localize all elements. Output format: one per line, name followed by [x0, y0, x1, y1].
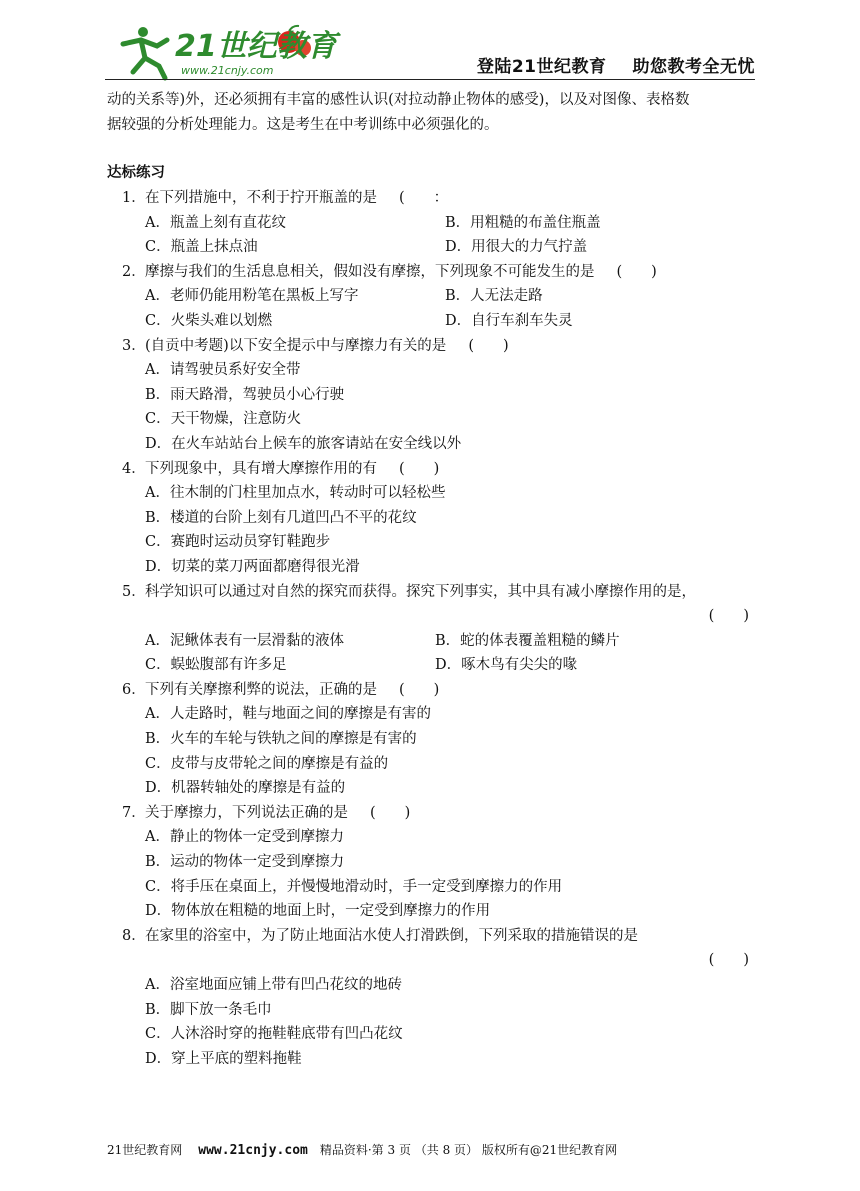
running-person-icon — [123, 27, 167, 78]
answer-paren: ( ) — [370, 804, 411, 821]
question-number: 5． — [122, 583, 146, 600]
question-number: 6． — [122, 681, 146, 698]
option-c: C．瓶盖上抹点油 — [145, 239, 258, 256]
option-d: D．切菜的菜刀两面都磨得很光滑 — [145, 558, 360, 575]
option-a: A．人走路时，鞋与地面之间的摩擦是有害的 — [145, 706, 431, 723]
header-slogan — [477, 52, 755, 77]
option-c: C．火柴头难以划燃 — [145, 312, 273, 329]
question-stem: 下列现象中，具有增大摩擦作用的有 — [145, 460, 377, 477]
question-number: 7． — [122, 804, 146, 821]
option-d: D．穿上平底的塑料拖鞋 — [145, 1050, 302, 1067]
question-4 — [107, 457, 757, 580]
question-stem: 关于摩擦力，下列说法正确的是 — [145, 804, 348, 821]
header-divider — [105, 79, 755, 80]
option-a: A．往木制的门柱里加点水，转动时可以轻松些 — [145, 485, 446, 502]
answer-paren: ( ) — [708, 608, 749, 625]
question-number: 2． — [122, 263, 146, 280]
option-b: B．运动的物体一定受到摩擦力 — [145, 854, 345, 871]
question-5 — [107, 580, 757, 678]
answer-paren: ( ) — [616, 263, 657, 280]
question-stem: 在家里的浴室中，为了防止地面沾水使人打滑跌倒，下列采取的措施错误的是 — [145, 927, 638, 944]
option-d: D．啄木鸟有尖尖的喙 — [435, 657, 578, 674]
option-c: C．蜈蚣腹部有许多足 — [145, 657, 287, 674]
answer-paren: ( ) — [708, 952, 749, 969]
slogan-left: 登陆21世纪教育 — [476, 57, 607, 77]
option-d: D．用很大的力气拧盖 — [445, 239, 588, 256]
option-c: C．天干物燥，注意防火 — [145, 411, 302, 428]
option-a: A．泥鳅体表有一层滑黏的液体 — [145, 632, 344, 649]
option-a: A．浴室地面应铺上带有凹凸花纹的地砖 — [145, 977, 402, 993]
section-title: 达标练习 — [107, 165, 165, 181]
question-6 — [107, 678, 757, 801]
svg-text:www.21cnjy.com: www.21cnjy.com — [181, 64, 274, 77]
question-number: 4． — [122, 460, 146, 477]
option-c: C．将手压在桌面上，并慢慢地滑动时，手一定受到摩擦力的作用 — [145, 878, 563, 895]
answer-paren: ( ) — [399, 460, 440, 477]
question-stem: 在下列措施中，不利于拧开瓶盖的是 — [145, 190, 377, 206]
footer-page-info: 精品资料·第 3 页 （共 8 页） 版权所有@21世纪教育网 — [319, 1143, 618, 1157]
page-footer — [107, 1141, 617, 1158]
footer-site-link[interactable]: www.21cnjy.com — [198, 1143, 308, 1158]
question-number: 1． — [122, 190, 146, 206]
slogan-right: 助您教考全无忧 — [632, 57, 755, 77]
option-a: A．请驾驶员系好安全带 — [145, 362, 301, 379]
option-d: D．自行车刹车失灵 — [445, 312, 573, 329]
option-d: D．物体放在粗糙的地面上时，一定受到摩擦力的作用 — [145, 903, 491, 920]
question-stem: (自贡中考题)以下安全提示中与摩擦力有关的是 — [145, 337, 447, 354]
question-1 — [107, 186, 757, 260]
answer-paren: ( ) — [468, 337, 509, 354]
option-b: B．人无法走路 — [445, 288, 543, 305]
option-a: A．老师仍能用粉笔在黑板上写字 — [145, 288, 359, 305]
question-stem: 科学知识可以通过对自然的探究而获得。探究下列事实，其中具有减小摩擦作用的是， — [145, 583, 696, 600]
question-stem: 摩擦与我们的生活息息相关，假如没有摩擦，下列现象不可能发生的是 — [145, 263, 595, 280]
logo-21cnjy — [113, 22, 337, 80]
svg-text:21世纪教育: 21世纪教育 — [175, 29, 337, 64]
option-b: B．脚下放一条毛巾 — [145, 1001, 272, 1018]
question-3 — [107, 334, 757, 457]
page-header — [105, 22, 755, 82]
option-a: A．静止的物体一定受到摩擦力 — [145, 829, 344, 846]
footer-site-name: 21世纪教育网 — [107, 1143, 183, 1157]
intro-paragraph — [107, 88, 757, 138]
option-b: B．火车的车轮与铁轨之间的摩擦是有害的 — [145, 731, 417, 748]
question-number: 3． — [122, 337, 146, 354]
option-a: A．瓶盖上刻有直花纹 — [145, 214, 286, 231]
answer-paren: ( ) — [399, 681, 440, 698]
option-d: D．在火车站站台上候车的旅客请站在安全线以外 — [145, 435, 462, 452]
question-stem: 下列有关摩擦利弊的说法，正确的是 — [145, 681, 377, 698]
option-d: D．机器转轴处的摩擦是有益的 — [145, 780, 346, 797]
option-c: C．人沐浴时穿的拖鞋鞋底带有凹凸花纹 — [145, 1026, 403, 1043]
option-b: B．雨天路滑，驾驶员小心行驶 — [145, 386, 345, 403]
question-7 — [107, 801, 757, 924]
option-b: B．楼道的台阶上刻有几道凹凸不平的花纹 — [145, 509, 417, 526]
option-b: B．用粗糙的布盖住瓶盖 — [445, 214, 601, 231]
intro-line-2: 据较强的分析处理能力。这是考生在中考训练中必须强化的。 — [107, 117, 499, 133]
option-b: B．蛇的体表覆盖粗糙的鳞片 — [435, 632, 620, 649]
option-c: C．赛跑时运动员穿钉鞋跑步 — [145, 534, 331, 551]
intro-line-1: 动的关系等)外，还必须拥有丰富的感性认识(对拉动静止物体的感受)，以及对图像、表格数 — [107, 92, 690, 108]
question-2 — [107, 260, 757, 334]
option-c: C．皮带与皮带轮之间的摩擦是有益的 — [145, 755, 389, 772]
answer-paren: ( ： — [399, 190, 449, 206]
question-8 — [107, 924, 757, 1072]
document-body — [107, 88, 757, 1071]
question-number: 8． — [122, 927, 146, 944]
